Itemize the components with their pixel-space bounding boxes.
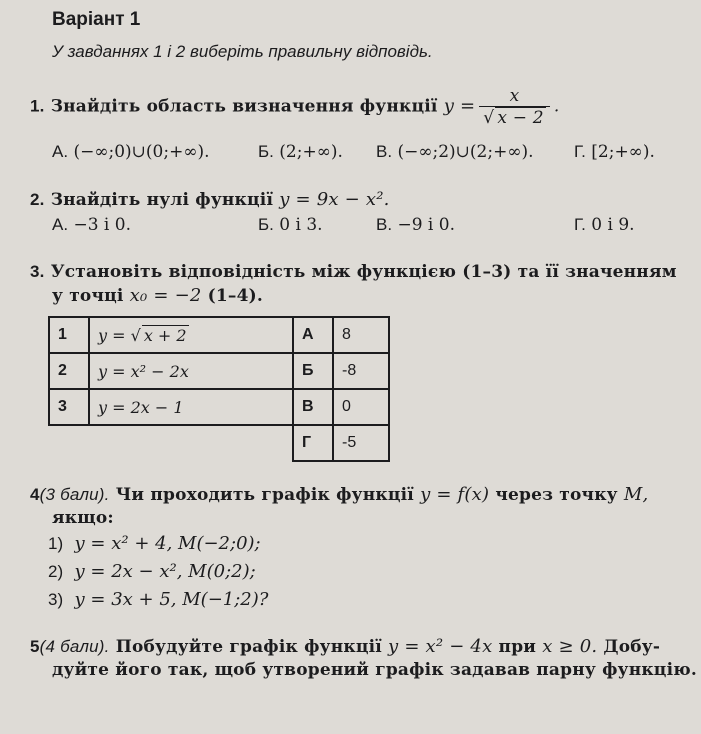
value-cell: -5: [333, 425, 389, 461]
value-cell: -8: [333, 353, 389, 389]
q1-option-v[interactable]: [376, 142, 534, 162]
q2-option-g-letter: Г.: [574, 215, 586, 234]
question-4-text-2: через точку: [495, 485, 618, 505]
q4-item-1: [48, 533, 261, 554]
function-number: 3: [49, 389, 89, 425]
question-4-fn: y = f(x): [420, 484, 490, 505]
question-3-number: 3.: [30, 262, 45, 281]
question-5-text-end: Добу-: [603, 637, 661, 657]
question-4-points: (3 бали).: [39, 485, 110, 504]
value-letter: Б: [293, 353, 333, 389]
value-cell: 0: [333, 389, 389, 425]
question-4-line-1: [30, 484, 648, 505]
q2-option-b-value: 0 і 3.: [279, 215, 323, 235]
variant-title: Варіант 1: [52, 9, 141, 30]
matching-table: [48, 316, 390, 462]
q1-option-b[interactable]: [258, 142, 343, 162]
q2-option-v-letter: В.: [376, 215, 393, 234]
instruction-text: У завданнях 1 і 2 виберіть правильну відповідь.: [52, 42, 433, 61]
question-1: 1. Знайдіть область визначення функції y = $\frac{x}{√ x - 2}$ .: [30, 86, 560, 128]
q2-option-b-letter: Б.: [258, 215, 274, 234]
question-3-point: x₀ = −2: [129, 285, 202, 306]
question-1-number: 1.: [30, 96, 45, 116]
question-4-text: Чи проходить графік функції: [115, 485, 414, 505]
q2-option-v-value: −9 і 0.: [397, 215, 455, 235]
question-5-fn: y = x² − 4x: [388, 636, 493, 657]
q1-option-b-value: (2;+∞).: [279, 142, 343, 162]
q1-option-g-value: [2;+∞).: [591, 142, 655, 162]
question-3-line-2: [52, 285, 263, 306]
question-1-text: Знайдіть область визначення функції: [50, 96, 438, 117]
q4-item-2-expr: y = 2x − x², M(0;2);: [74, 561, 256, 582]
table-row: [49, 317, 389, 353]
function-1-prefix: y =: [98, 326, 126, 345]
question-5-number: 5: [30, 637, 40, 656]
value-letter: В: [293, 389, 333, 425]
question-4-point-name: M,: [623, 484, 649, 505]
q2-option-a-letter: А.: [52, 215, 69, 234]
question-2-fn: y = 9x − x².: [279, 189, 390, 210]
function-cell: y = √ x + 2: [89, 317, 293, 353]
q4-item-1-number: 1): [48, 534, 64, 553]
question-3-text-3: (1–4).: [207, 286, 263, 306]
question-1-fn-left: y =: [443, 95, 476, 117]
function-cell: y = x² − 2x: [89, 353, 293, 389]
question-3-text-1: Установіть відповідність між функцією (1–3) та її значенням: [50, 262, 677, 282]
question-5-line-2: дуйте його так, щоб утворений графік задавав парну функцію.: [52, 660, 697, 680]
question-5-cond: x ≥ 0.: [542, 636, 598, 657]
q1-option-g[interactable]: [574, 142, 655, 162]
q4-item-3-expr: y = 3x + 5, M(−1;2)?: [74, 589, 269, 610]
question-2-text: Знайдіть нулі функції: [50, 190, 274, 210]
q4-item-3: [48, 589, 268, 610]
q1-option-v-letter: В.: [376, 142, 393, 161]
q4-item-1-expr: y = x² + 4, M(−2;0);: [74, 533, 261, 554]
q1-option-a-letter: А.: [52, 142, 69, 161]
question-3-line-1: [30, 262, 677, 282]
q2-option-g[interactable]: [574, 215, 635, 235]
value-cell: 8: [333, 317, 389, 353]
empty-cell: [89, 425, 293, 461]
question-5-line-1: [30, 636, 660, 657]
value-letter: Г: [293, 425, 333, 461]
question-5-text: Побудуйте графік функції: [115, 637, 382, 657]
question-2: [30, 189, 390, 210]
q2-option-v[interactable]: [376, 215, 455, 235]
q2-option-a-value: −3 і 0.: [73, 215, 131, 235]
question-3-text-2: у точці: [52, 286, 124, 306]
q1-option-a-value: (−∞;0)∪(0;+∞).: [73, 142, 210, 162]
q2-option-a[interactable]: [52, 215, 131, 235]
q4-item-2-number: 2): [48, 562, 64, 581]
question-2-number: 2.: [30, 190, 45, 209]
q2-option-g-value: 0 і 9.: [591, 215, 635, 235]
question-4-line-2: якщо:: [52, 508, 114, 528]
q1-option-g-letter: Г.: [574, 142, 586, 161]
question-1-numerator: x: [509, 86, 520, 106]
table-row: [49, 425, 389, 461]
table-row: [49, 389, 389, 425]
question-1-radicand: x − 2: [497, 108, 544, 128]
q1-option-a[interactable]: [52, 142, 210, 162]
q1-option-v-value: (−∞;2)∪(2;+∞).: [397, 142, 534, 162]
empty-cell: [49, 425, 89, 461]
value-letter: А: [293, 317, 333, 353]
q4-item-2: [48, 561, 256, 582]
question-4-number: 4: [30, 485, 40, 504]
question-1-denominator: √ x − 2: [479, 106, 550, 128]
q2-option-b[interactable]: [258, 215, 323, 235]
table-row: [49, 353, 389, 389]
function-number: 2: [49, 353, 89, 389]
function-1-radicand: x + 2: [143, 326, 187, 345]
q1-option-b-letter: Б.: [258, 142, 274, 161]
question-5-cond-word: при: [498, 637, 537, 657]
question-5-points: (4 бали).: [39, 637, 110, 656]
function-cell: y = 2x − 1: [89, 389, 293, 425]
q4-item-3-number: 3): [48, 590, 64, 609]
question-1-fraction: [479, 86, 550, 128]
function-number: 1: [49, 317, 89, 353]
